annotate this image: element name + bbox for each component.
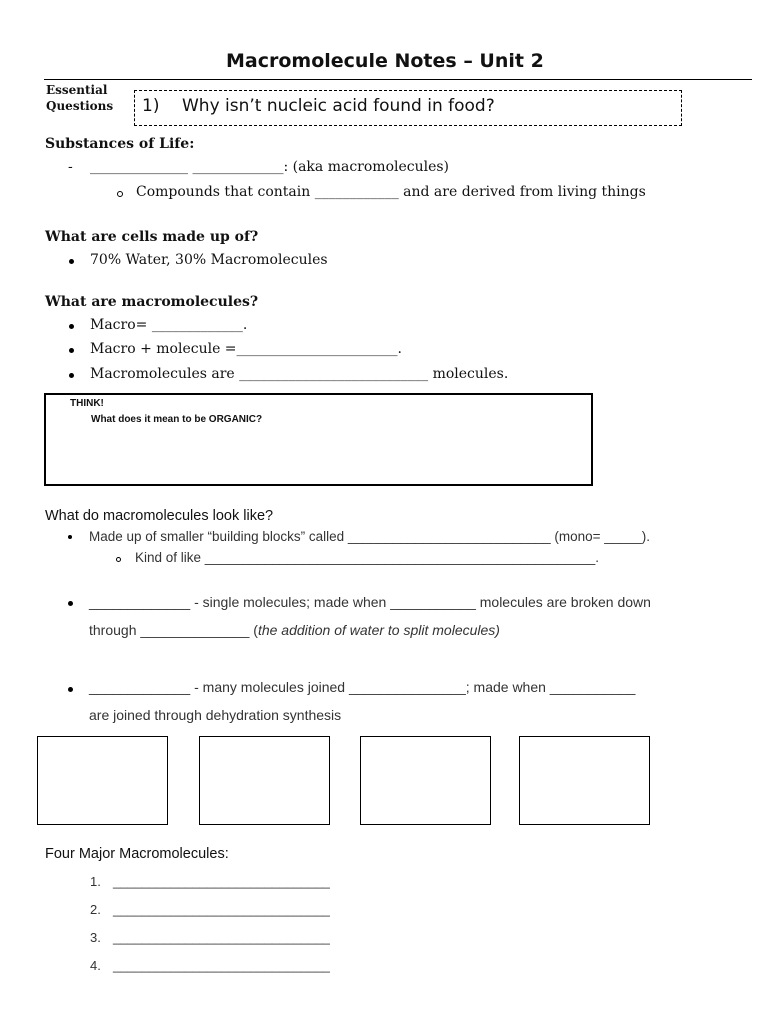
title-rule: [44, 79, 752, 80]
four-heading: Four Major Macromolecules:: [45, 846, 229, 862]
drawing-box-4: [519, 736, 650, 825]
think-question: What does it mean to be ORGANIC?: [91, 414, 263, 425]
macros-heading: What are macromolecules?: [45, 294, 259, 310]
macros-bullet2: Macro + molecule =_______________________.: [90, 341, 402, 357]
macros-bullet1: Macro= _____________.: [90, 317, 248, 333]
drawing-box-1: [37, 736, 168, 825]
look-bullet1-marker: [68, 535, 72, 539]
essential-questions-label: [46, 82, 113, 114]
four-item-2-blank: ______________________________: [113, 902, 330, 917]
four-item-4-number: 4.: [90, 958, 101, 973]
look-bullet2-line2: [89, 622, 500, 638]
four-item-1-blank: ______________________________: [113, 874, 330, 889]
cells-bullet1: 70% Water, 30% Macromolecules: [90, 252, 328, 268]
look-bullet2-line2-italic: the addition of water to split molecules): [257, 622, 500, 638]
substances-sub1: Compounds that contain ____________ and are derived from living things: [136, 184, 646, 200]
eq-question-text: Why isn’t nucleic acid found in food?: [182, 96, 495, 116]
macros-bullet1-marker: [69, 324, 74, 329]
look-heading: What do macromolecules look like?: [45, 508, 274, 524]
cells-bullet-marker: [69, 259, 74, 264]
four-item-3-blank: ______________________________: [113, 930, 330, 945]
look-sub1: Kind of like ____________________________________________________.: [135, 550, 599, 565]
look-sub-marker: [116, 557, 121, 562]
substances-heading: Substances of Life:: [45, 136, 195, 152]
four-item-1-number: 1.: [90, 874, 101, 889]
look-bullet2-marker: [68, 601, 73, 606]
drawing-box-3: [360, 736, 491, 825]
four-item-3-number: 3.: [90, 930, 101, 945]
eq-number: 1): [142, 96, 160, 116]
look-bullet3-marker: [68, 687, 73, 692]
substances-sub-marker: [117, 191, 123, 197]
macros-bullet3: Macromolecules are ___________________________ molecules.: [90, 366, 509, 382]
macros-bullet2-marker: [69, 348, 74, 353]
look-bullet3-line2: are joined through dehydration synthesis: [89, 707, 342, 723]
drawing-box-2: [199, 736, 330, 825]
think-label: THINK!: [70, 398, 104, 409]
eq-label-line1: Essential: [46, 83, 108, 97]
cells-heading: What are cells made up of?: [45, 229, 259, 245]
eq-label-line2: Questions: [46, 99, 114, 113]
four-item-2-number: 2.: [90, 902, 101, 917]
macros-bullet3-marker: [69, 373, 74, 378]
look-bullet2-line2-text: through ______________ (: [89, 622, 258, 638]
think-box: [44, 393, 593, 486]
four-item-4-blank: ______________________________: [113, 958, 330, 973]
look-bullet2-line1: _____________ - single molecules; made when ___________ molecules are broken down: [89, 594, 651, 610]
substances-line1: ______________ _____________: (aka macromolecules): [90, 159, 450, 175]
page-title: Macromolecule Notes – Unit 2: [226, 50, 544, 72]
look-bullet3-line1: _____________ - many molecules joined _______________; made when ___________: [89, 679, 636, 695]
substances-dash: -: [68, 159, 73, 175]
look-bullet1: Made up of smaller “building blocks” called ___________________________ (mono= _____).: [89, 529, 651, 544]
